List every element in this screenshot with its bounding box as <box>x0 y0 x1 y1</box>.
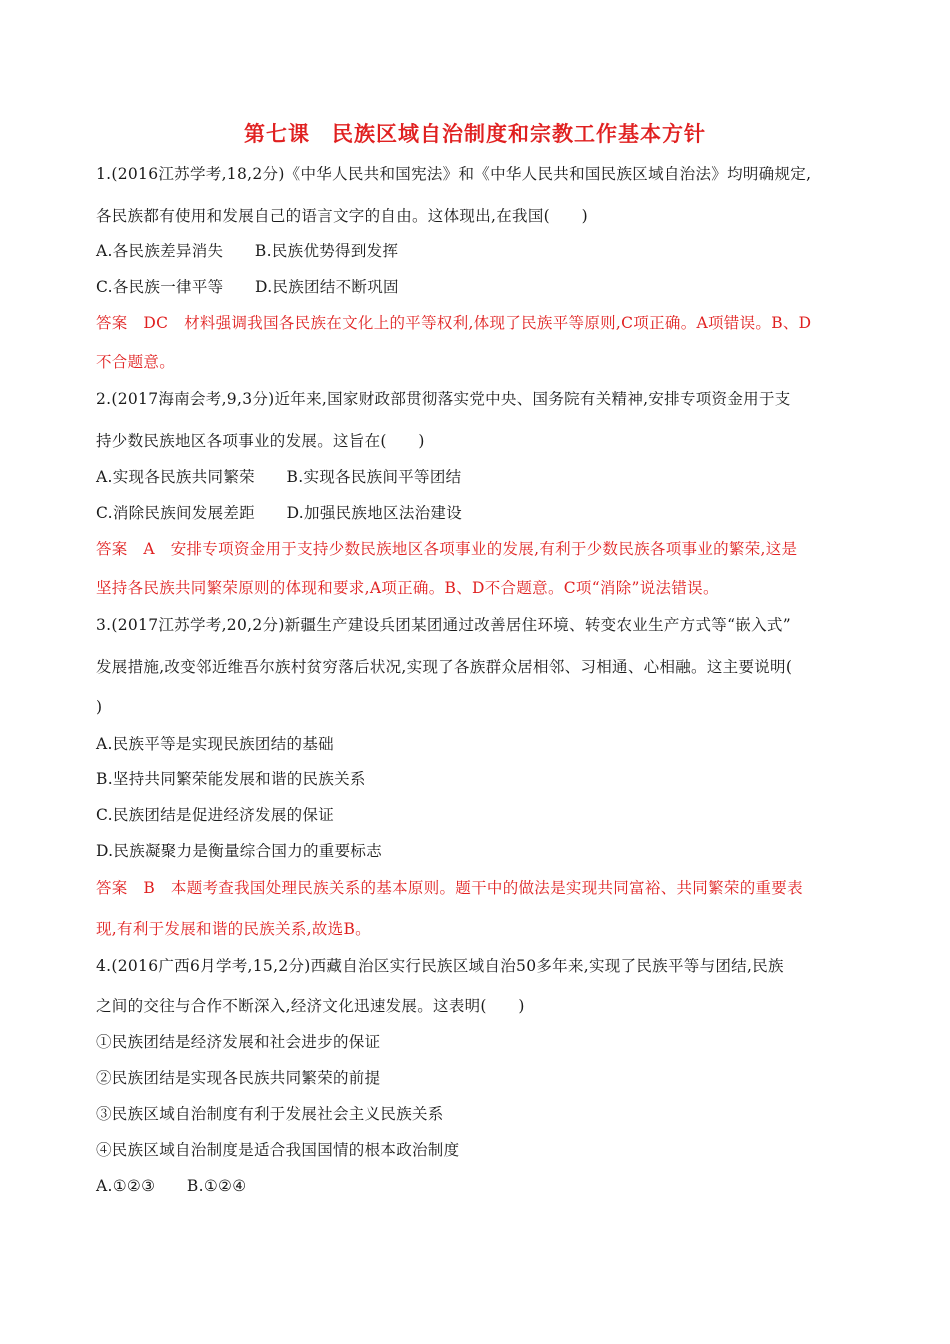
q2-stem-line-2: 持少数民族地区各项事业的发展。这旨在( ) <box>96 432 425 450</box>
q2-option-ab: A.实现各民族共同繁荣 B.实现各民族间平等团结 <box>96 468 462 486</box>
q3-stem-line-1: 3.(2017江苏学考,20,2分)新疆生产建设兵团某团通过改善居住环境、转变农业生产方式等“嵌入式” <box>96 616 791 634</box>
q2-option-cd: C.消除民族间发展差距 D.加强民族地区法治建设 <box>96 504 463 522</box>
q3-stem-line-3: ) <box>96 698 103 716</box>
lesson-title: 第七课 民族区域自治制度和宗教工作基本方针 <box>244 122 706 146</box>
q3-option-d: D.民族凝聚力是衡量综合国力的重要标志 <box>96 842 383 860</box>
q2-answer-line-2: 坚持各民族共同繁荣原则的体现和要求,A项正确。B、D不合题意。C项“消除”说法错误。 <box>96 579 719 597</box>
q3-option-b: B.坚持共同繁荣能发展和谐的民族关系 <box>96 770 366 788</box>
q1-stem-line-2: 各民族都有使用和发展自己的语言文字的自由。这体现出,在我国( ) <box>96 207 588 225</box>
q1-answer-line-1: 答案 DC 材料强调我国各民族在文化上的平等权利,体现了民族平等原则,C项正确。A项错误。B、D <box>96 314 812 332</box>
q3-answer-line-2: 现,有利于发展和谐的民族关系,故选B。 <box>96 920 371 938</box>
q4-item-1: ①民族团结是经济发展和社会进步的保证 <box>96 1033 381 1051</box>
q1-answer-line-2: 不合题意。 <box>96 353 176 371</box>
q4-item-2: ②民族团结是实现各民族共同繁荣的前提 <box>96 1069 381 1087</box>
q2-stem-line-1: 2.(2017海南会考,9,3分)近年来,国家财政部贯彻落实党中央、国务院有关精神,安排专项资金用于支 <box>96 390 791 408</box>
q4-stem-line-2: 之间的交往与合作不断深入,经济文化迅速发展。这表明( ) <box>96 997 525 1015</box>
q1-option-ab: A.各民族差异消失 B.民族优势得到发挥 <box>96 242 399 260</box>
q4-stem-line-1: 4.(2016广西6月学考,15,2分)西藏自治区实行民族区域自治50多年来,实现了民族平等与团结,民族 <box>96 957 784 975</box>
q3-stem-line-2: 发展措施,改变邻近维吾尔族村贫穷落后状况,实现了各族群众居相邻、习相通、心相融。这主要说明( <box>96 658 793 676</box>
q1-stem-line-1: 1.(2016江苏学考,18,2分)《中华人民共和国宪法》和《中华人民共和国民族区域自治法》均明确规定, <box>96 165 812 183</box>
q3-option-c: C.民族团结是促进经济发展的保证 <box>96 806 335 824</box>
q4-item-3: ③民族区域自治制度有利于发展社会主义民族关系 <box>96 1105 444 1123</box>
q4-option-ab: A.①②③ B.①②④ <box>96 1177 247 1195</box>
q3-answer-line-1: 答案 B 本题考查我国处理民族关系的基本原则。题干中的做法是实现共同富裕、共同繁荣的重要表 <box>96 879 803 897</box>
q4-item-4: ④民族区域自治制度是适合我国国情的根本政治制度 <box>96 1141 460 1159</box>
q2-answer-line-1: 答案 A 安排专项资金用于支持少数民族地区各项事业的发展,有利于少数民族各项事业的繁荣,这是 <box>96 540 798 558</box>
q1-option-cd: C.各民族一律平等 D.民族团结不断巩固 <box>96 278 399 296</box>
q3-option-a: A.民族平等是实现民族团结的基础 <box>96 735 334 753</box>
